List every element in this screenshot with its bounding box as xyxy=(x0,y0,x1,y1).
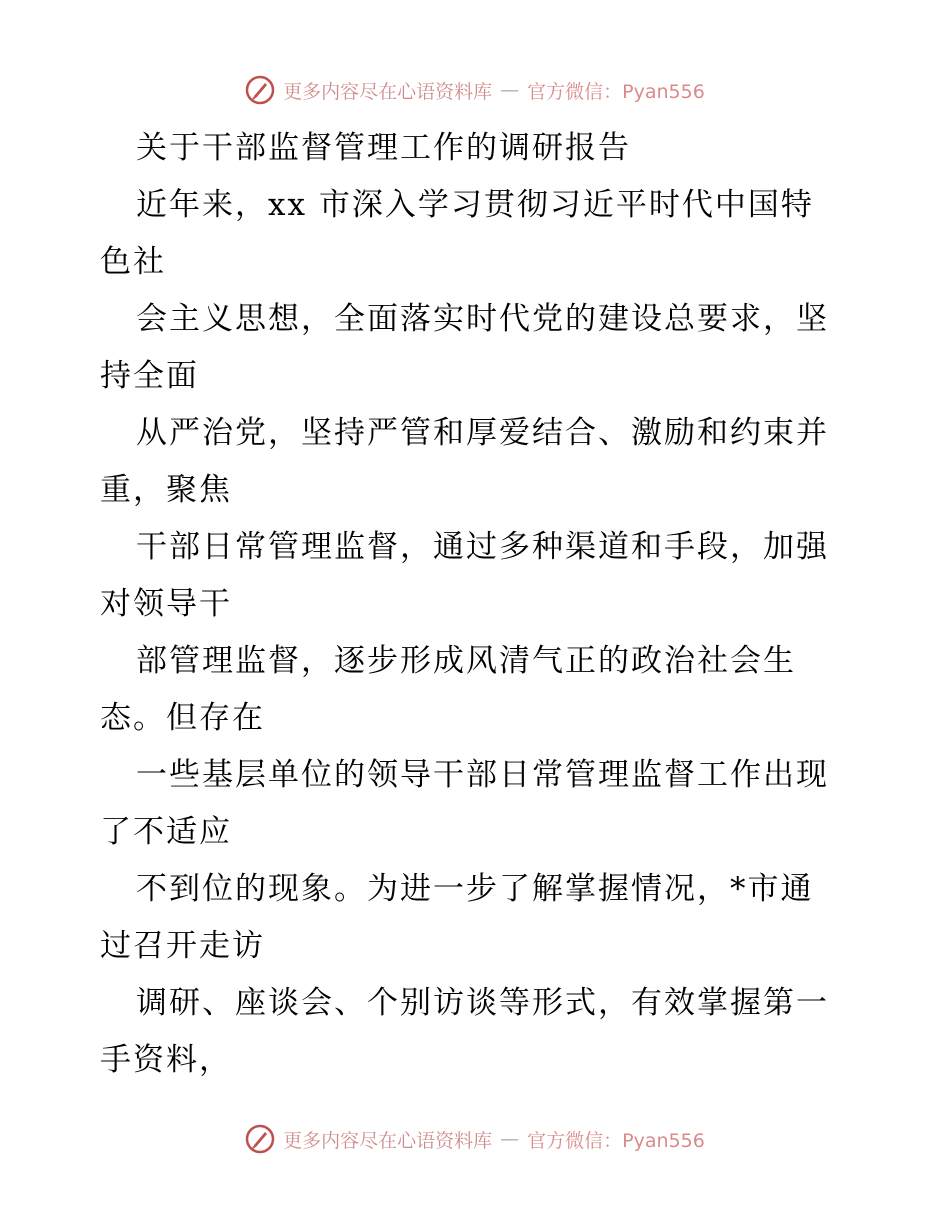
header-watermark xyxy=(0,70,950,110)
document-line: 调研、座谈会、个别访谈等形式，有效掌握第一 xyxy=(136,985,829,1021)
watermark-separator: — xyxy=(500,1128,520,1150)
document-line: 会主义思想，全面落实时代党的建设总要求，坚 xyxy=(136,301,829,337)
document-line: 对领导干 xyxy=(100,586,232,622)
document-body xyxy=(0,120,950,1089)
document-line: 重，聚焦 xyxy=(100,472,232,508)
watermark-contact: 官方微信：Pyan556 xyxy=(527,80,705,103)
document-line: 不到位的现象。为进一步了解掌握情况，*市通 xyxy=(136,871,814,907)
quill-seal-icon xyxy=(245,75,275,105)
watermark-text: 更多内容尽在心语资料库 xyxy=(283,1129,493,1152)
footer-watermark xyxy=(0,1119,950,1159)
document-line: 干部日常管理监督，通过多种渠道和手段，加强 xyxy=(136,529,829,565)
document-line: 一些基层单位的领导干部日常管理监督工作出现 xyxy=(136,757,829,793)
document-line: 了不适应 xyxy=(100,814,232,850)
document-line: 态。但存在 xyxy=(100,700,265,736)
watermark-contact: 官方微信：Pyan556 xyxy=(527,1129,705,1152)
document-line: 色社 xyxy=(100,244,166,280)
watermark-separator: — xyxy=(500,79,520,101)
document-line: 关于干部监督管理工作的调研报告 xyxy=(136,130,631,166)
document-line: 从严治党，坚持严管和厚爱结合、激励和约束并 xyxy=(136,415,829,451)
document-line: 过召开走访 xyxy=(100,928,265,964)
document-line: 持全面 xyxy=(100,358,199,394)
document-line: 部管理监督，逐步形成风清气正的政治社会生 xyxy=(136,643,796,679)
document-line: 手资料， xyxy=(100,1042,232,1078)
quill-seal-icon xyxy=(245,1124,275,1154)
watermark-text: 更多内容尽在心语资料库 xyxy=(283,80,493,103)
document-line: 近年来，xx 市深入学习贯彻习近平时代中国特 xyxy=(136,187,814,223)
